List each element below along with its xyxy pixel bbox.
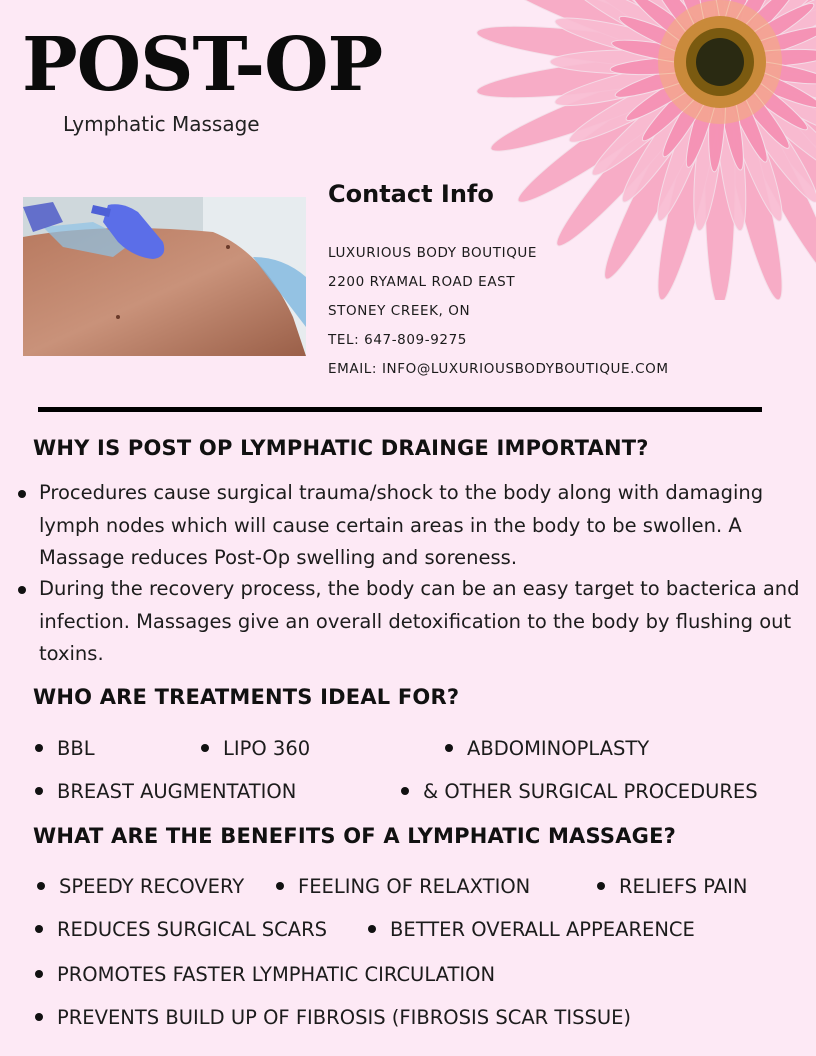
why-heading: WHY IS POST OP LYMPHATIC DRAINGE IMPORTANT? — [33, 436, 649, 460]
bullet-icon — [35, 1013, 43, 1021]
bullet-icon — [18, 586, 26, 594]
benefit-item: RELIEFS PAIN — [597, 875, 747, 898]
why-point-text: During the recovery process, the body can be an easy target to bacterica and infection. Massages give an overall detoxification to the body by flushing out toxins. — [39, 577, 800, 665]
why-point — [18, 477, 816, 575]
massage-photo — [23, 197, 306, 356]
why-point-text: Procedures cause surgical trauma/shock to the body along with damaging lymph nodes which will cause certain areas in the body to be swollen. A Massage reduces Post-Op swelling and soreness. — [39, 481, 764, 569]
ideal-item: BBL — [35, 737, 95, 760]
ideal-item: & OTHER SURGICAL PROCEDURES — [401, 780, 758, 803]
ideal-heading: WHO ARE TREATMENTS IDEAL FOR? — [33, 685, 460, 709]
ideal-item: LIPO 360 — [201, 737, 310, 760]
bullet-icon — [368, 925, 376, 933]
bullet-icon — [201, 744, 209, 752]
bullet-icon — [445, 744, 453, 752]
benefit-item: REDUCES SURGICAL SCARS — [35, 918, 327, 941]
section-divider — [38, 407, 762, 412]
ideal-item: BREAST AUGMENTATION — [35, 780, 296, 803]
contact-city: STONEY CREEK, ON — [328, 303, 471, 319]
benefit-item: SPEEDY RECOVERY — [37, 875, 244, 898]
bullet-icon — [37, 882, 45, 890]
bullet-icon — [18, 490, 26, 498]
contact-heading: Contact Info — [328, 180, 494, 208]
benefit-item: FEELING OF RELAXTION — [276, 875, 530, 898]
bullet-icon — [35, 787, 43, 795]
page-subtitle: Lymphatic Massage — [63, 112, 260, 136]
bullet-icon — [35, 970, 43, 978]
contact-street: 2200 RYAMAL ROAD EAST — [328, 274, 516, 290]
bullet-icon — [276, 882, 284, 890]
benefit-item: PREVENTS BUILD UP OF FIBROSIS (FIBROSIS SCAR TISSUE) — [35, 1006, 631, 1029]
ideal-item: ABDOMINOPLASTY — [445, 737, 649, 760]
bullet-icon — [35, 925, 43, 933]
contact-email: EMAIL: INFO@LUXURIOUSBODYBOUTIQUE.COM — [328, 361, 669, 377]
contact-business-name: LUXURIOUS BODY BOUTIQUE — [328, 245, 538, 261]
why-point — [18, 573, 816, 671]
benefits-heading: WHAT ARE THE BENEFITS OF A LYMPHATIC MASSAGE? — [33, 824, 677, 848]
bullet-icon — [35, 744, 43, 752]
contact-phone: TEL: 647-809-9275 — [328, 332, 467, 348]
benefit-item: PROMOTES FASTER LYMPHATIC CIRCULATION — [35, 963, 495, 986]
page-title: POST-OP — [22, 22, 383, 108]
benefit-item: BETTER OVERALL APPEARENCE — [368, 918, 695, 941]
bullet-icon — [597, 882, 605, 890]
bullet-icon — [401, 787, 409, 795]
